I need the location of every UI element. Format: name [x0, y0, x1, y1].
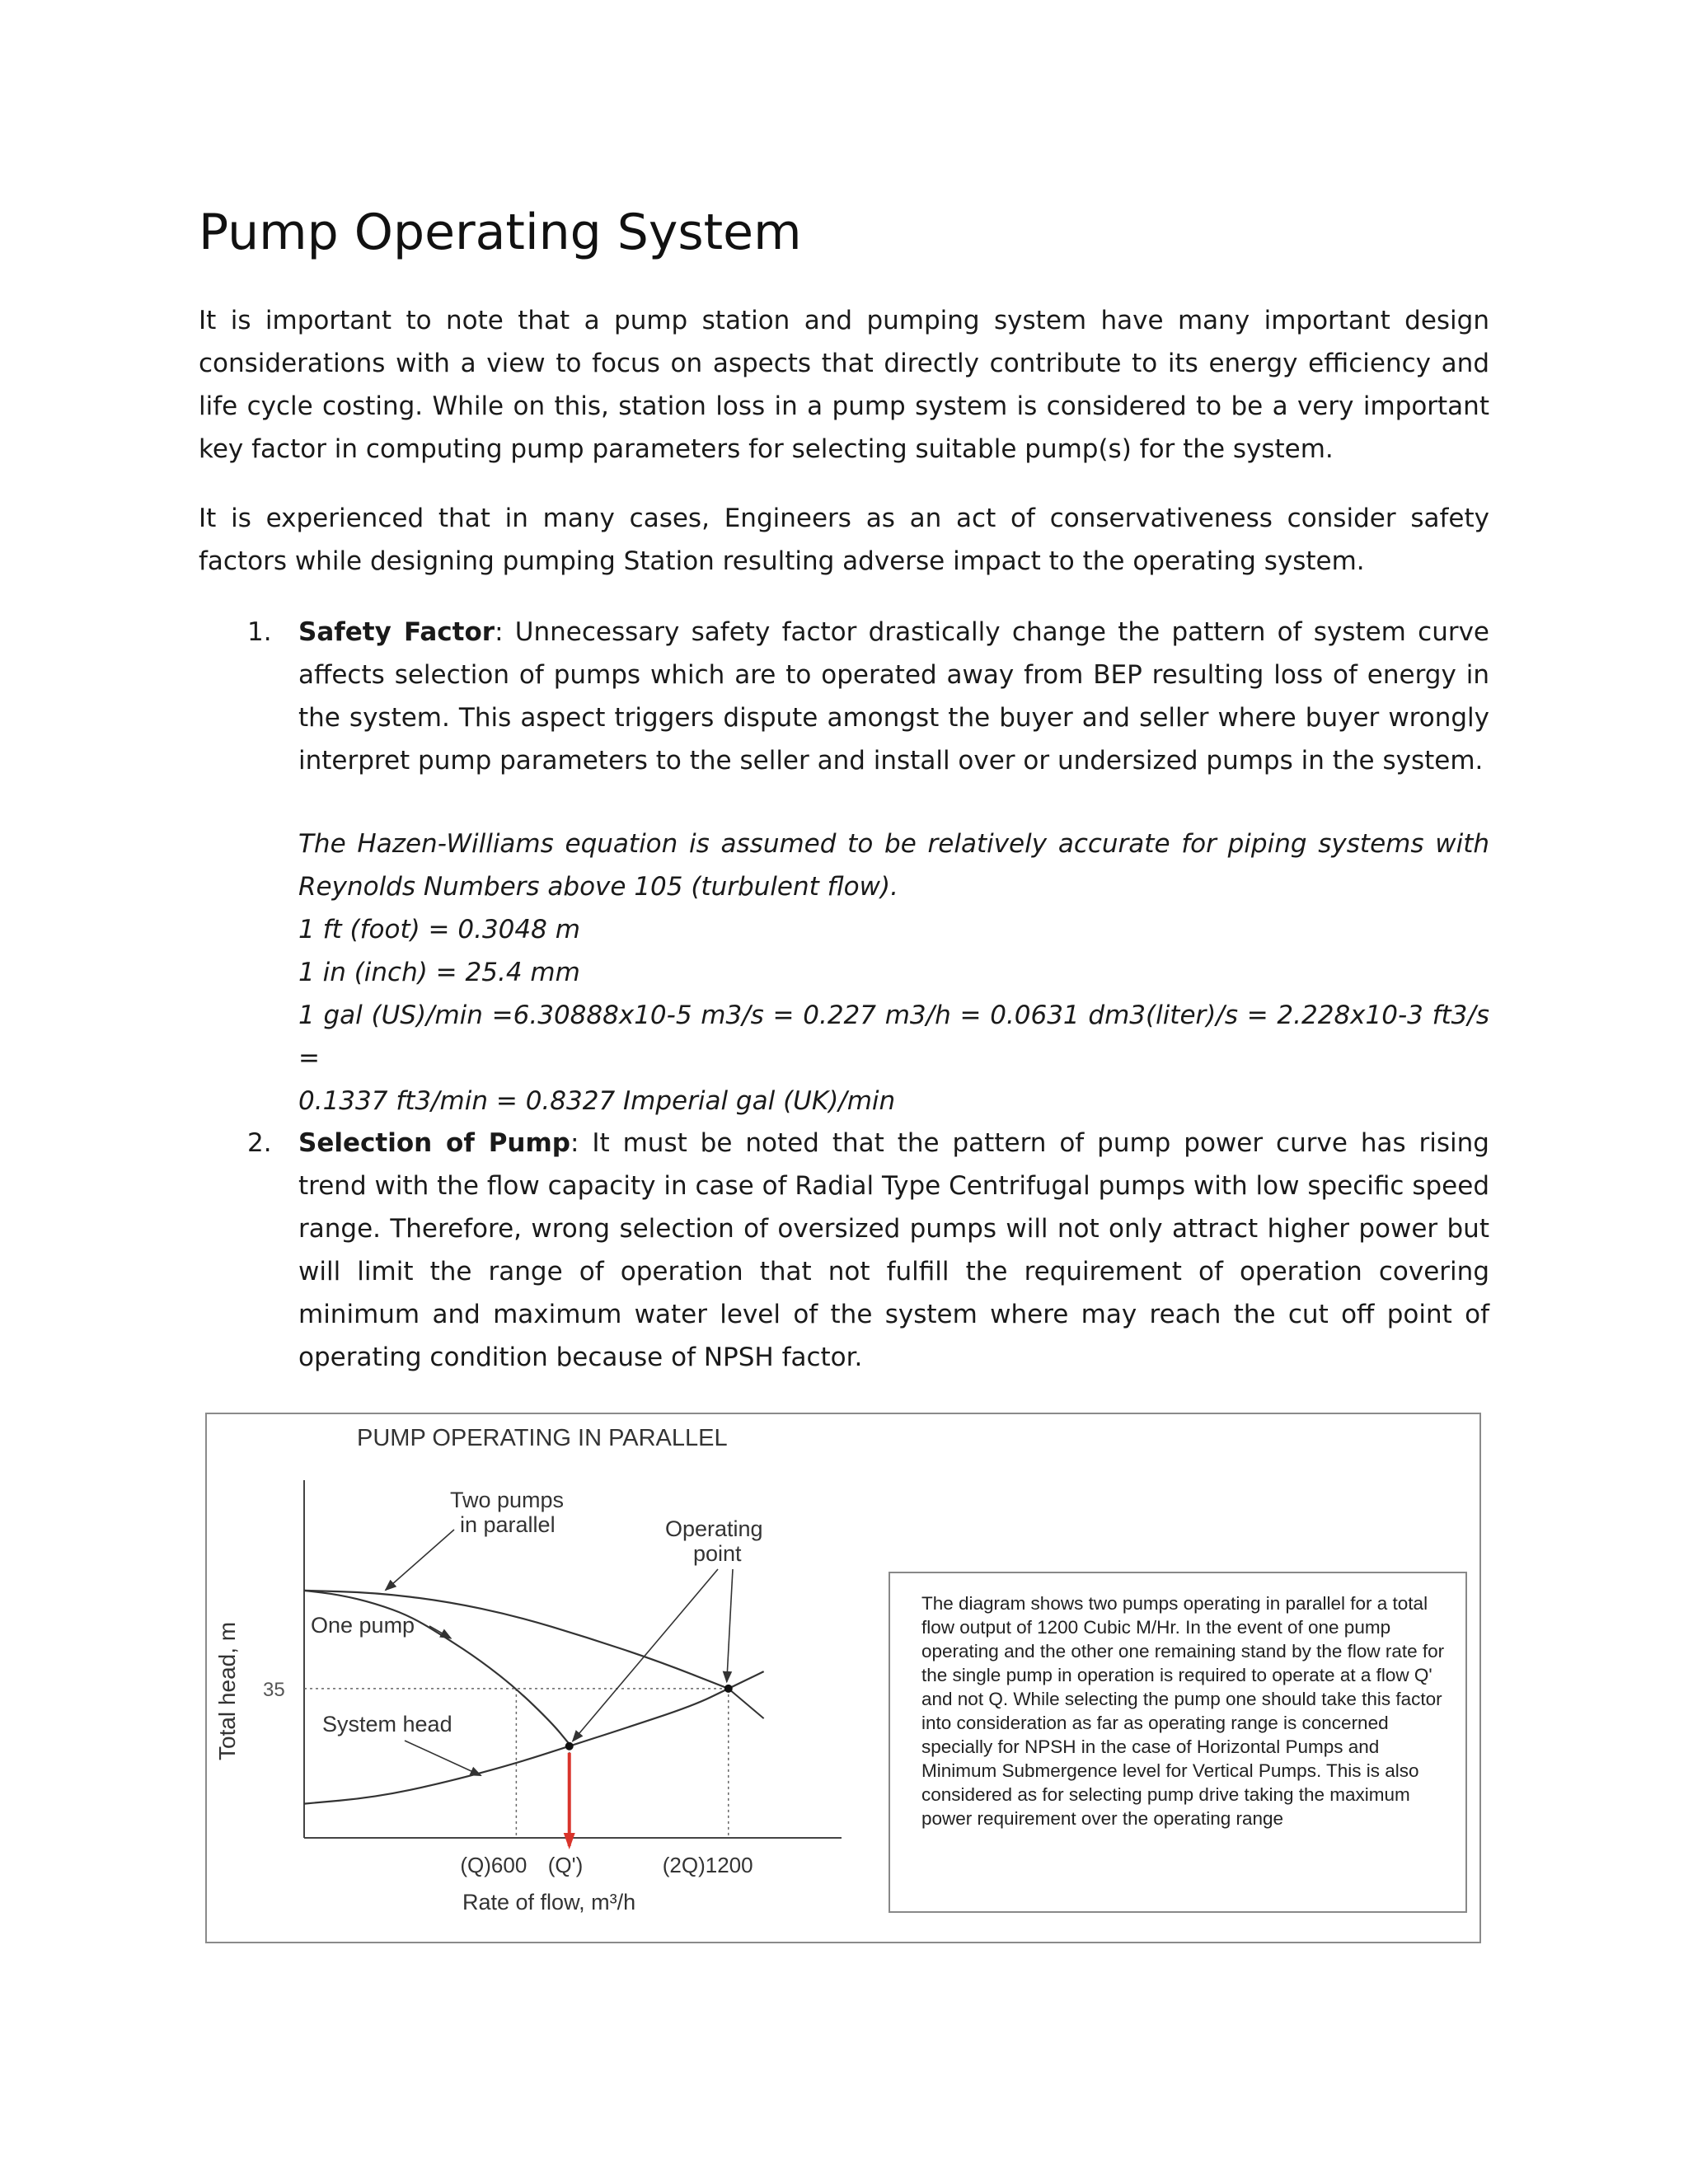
- x-axis-label: Rate of flow, m³/h: [462, 1890, 636, 1915]
- annotation-two-pumps: Two pumps: [450, 1488, 565, 1512]
- x-tick-label: (Q)600: [460, 1853, 528, 1877]
- notes-line: 0.1337 ft3/min = 0.8327 Imperial gal (UK)/min: [298, 1086, 896, 1116]
- notes-line: The Hazen-Williams equation is assumed to be relatively accurate for piping systems with: [298, 829, 1489, 859]
- x-tick-label: (2Q)1200: [662, 1853, 753, 1877]
- notes-line: Reynolds Numbers above 105 (turbulent flow).: [298, 872, 898, 902]
- annotation-one-pump: One pump: [311, 1613, 415, 1638]
- annotation-two-pumps-arrow: [386, 1530, 454, 1590]
- conversion-notes: [298, 823, 1489, 1122]
- annotation-point: point: [693, 1541, 742, 1566]
- list-item-heading: Safety Factor: [298, 617, 495, 647]
- two-pumps-curve-tail: [729, 1689, 764, 1718]
- annotation-in-parallel: in parallel: [460, 1512, 556, 1537]
- annotation-operating-arrow-single: [573, 1569, 718, 1741]
- list-item-safety-factor: [247, 611, 1489, 782]
- annotation-system-head: System head: [322, 1712, 452, 1736]
- q-prime-red-arrowhead: [564, 1833, 575, 1849]
- page-title: Pump Operating System: [199, 204, 802, 261]
- annotation-operating: Operating: [665, 1516, 763, 1541]
- notes-line: 1 gal (US)/min =6.30888x10-5 m3/s = 0.227 m3/h = 0.0631 dm3(liter)/s = 2.228x10-3 ft3/s =: [298, 1001, 1489, 1073]
- operating-point-single: [565, 1742, 574, 1750]
- figure-caption: The diagram shows two pumps operating in parallel for a total flow output of 1200 Cubic M/Hr. In the event of one pump operating and the other one remaining stand by the flow rate for the single pump in operation is required to operate at a flow Q' and not Q. While selecting the pump one should take this factor into consideration as far as operating range is concerned specially for NPSH in the case of Horizontal Pumps and Minimum Submergence level for Vertical Pumps. This is also considered as for selecting pump drive taking the maximum power requirement over the operating range: [921, 1593, 1445, 1829]
- list-item-selection-of-pump: [247, 1122, 1489, 1379]
- notes-line: 1 ft (foot) = 0.3048 m: [298, 915, 580, 944]
- annotation-operating-arrow-parallel: [727, 1569, 733, 1682]
- annotation-system-head-arrow: [405, 1741, 481, 1775]
- two-pumps-curve: [304, 1591, 729, 1689]
- list-item-body: [298, 611, 1489, 782]
- system-head-curve: [304, 1671, 764, 1803]
- list-number: 2.: [247, 1128, 272, 1158]
- y-axis-label: Total head, m: [214, 1621, 240, 1760]
- operating-point-parallel: [724, 1685, 733, 1693]
- annotation-one-pump-arrow: [429, 1626, 451, 1638]
- pump-parallel-figure: [205, 1413, 1481, 1943]
- figure-caption-box: [889, 1572, 1467, 1913]
- list-item-text: : It must be noted that the pattern of pump power curve has rising trend with the flow capacity in case of Radial Type Centrifugal pumps with low specific speed range. Therefore, wrong selection of oversized pumps will not only attract higher power but will limit the range of operation that not fulfill the requirement of operation covering minimum and maximum water level of the system where may reach the cut off point of operating condition because of NPSH factor.: [298, 1128, 1489, 1372]
- chart-title: PUMP OPERATING IN PARALLEL: [357, 1425, 728, 1451]
- list-item-text: : Unnecessary safety factor drastically change the pattern of system curve affects selection of pumps which are to operated away from BEP resulting loss of energy in the system. This aspect triggers dispute amongst the buyer and seller where buyer wrongly interpret pump parameters to the seller and install over or undersized pumps in the system.: [298, 617, 1490, 776]
- y-tick-label: 35: [263, 1678, 285, 1701]
- list-item-heading: Selection of Pump: [298, 1128, 570, 1158]
- list-item-body: [298, 1122, 1489, 1379]
- x-tick-label: (Q'): [547, 1853, 584, 1877]
- notes-line: 1 in (inch) = 25.4 mm: [298, 958, 580, 987]
- safety-factor-paragraph: It is experienced that in many cases, Engineers as an act of conservativeness consider safety factors while designing pumping Station resulting adverse impact to the operating system.: [199, 504, 1489, 576]
- intro-paragraph: It is important to note that a pump station and pumping system have many important design considerations with a view to focus on aspects that directly contribute to its energy efficiency and life cycle costing. While on this, station loss in a pump system is considered to be a very important key factor in computing pump parameters for selecting suitable pump(s) for the system.: [199, 306, 1489, 464]
- list-number: 1.: [247, 617, 272, 647]
